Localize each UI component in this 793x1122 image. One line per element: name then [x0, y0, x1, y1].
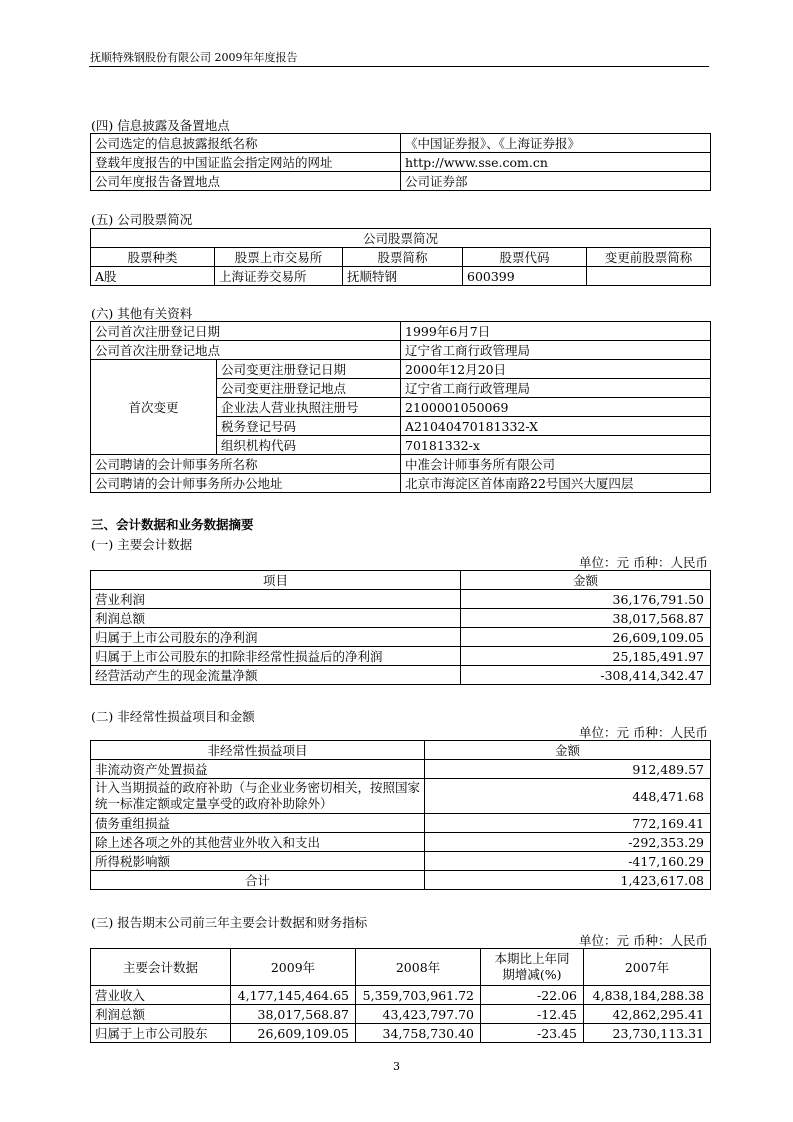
column-header: 项目: [91, 571, 461, 590]
row-label: 企业法人营业执照注册号: [217, 398, 401, 417]
table-row: [91, 134, 711, 153]
row-label: 公司聘请的会计师事务所名称: [91, 455, 401, 474]
row-label: 组织机构代码: [217, 436, 401, 455]
three-year-table: [90, 948, 711, 1043]
row-value: 2000年12月20日: [401, 360, 711, 379]
table-row: [91, 267, 711, 286]
amount: 772,169.41: [425, 814, 711, 833]
column-header: 2009年: [231, 949, 356, 986]
table-row: [91, 852, 711, 871]
other-info-table: [90, 321, 711, 493]
row-label: 公司选定的信息披露报纸名称: [91, 134, 401, 153]
table-cell: 抚顺特钢: [343, 267, 463, 286]
table-header-row: [91, 741, 711, 760]
row-label: 公司聘请的会计师事务所办公地址: [91, 474, 401, 493]
table-row: [91, 609, 711, 628]
amount: 36,176,791.50: [461, 590, 711, 609]
table-cell: [587, 267, 711, 286]
amount: -417,160.29: [425, 852, 711, 871]
column-header: 金额: [461, 571, 711, 590]
row-label: 登载年度报告的中国证监会指定网站的网址: [91, 153, 401, 172]
table-row: [91, 322, 711, 341]
value-2009: 38,017,568.87: [231, 1005, 356, 1024]
column-header: 主要会计数据: [91, 949, 231, 986]
row-label: 公司年度报告备置地点: [91, 172, 401, 191]
table-row: [91, 986, 711, 1005]
table-row: [91, 590, 711, 609]
table-caption: 公司股票简况: [91, 229, 711, 248]
table-header-row: [91, 248, 711, 267]
item-label: 除上述各项之外的其他营业外收入和支出: [91, 833, 425, 852]
column-header: 本期比上年同期增减(%): [481, 949, 584, 986]
row-value: 北京市海淀区首体南路22号国兴大厦四层: [401, 474, 711, 493]
table-row: [91, 474, 711, 493]
row-value: 辽宁省工商行政管理局: [401, 379, 711, 398]
stock-table: [90, 228, 711, 286]
row-value: 1999年6月7日: [401, 322, 711, 341]
table-row: [91, 341, 711, 360]
item-label: 归属于上市公司股东的净利润: [91, 628, 461, 647]
amount: 448,471.68: [425, 779, 711, 814]
value-2009: 4,177,145,464.65: [231, 986, 356, 1005]
table-row: [91, 153, 711, 172]
table-header-row: [91, 571, 711, 590]
page-number: 3: [393, 1060, 400, 1073]
unit-note: 单位：元 币种：人民币: [579, 933, 708, 948]
table-row: [91, 814, 711, 833]
row-label: 公司首次注册登记地点: [91, 341, 401, 360]
column-header: 2007年: [584, 949, 711, 986]
section-5-title: (五) 公司股票简况: [91, 212, 193, 227]
main-accounting-table: [90, 570, 711, 685]
subsection-3-title: (三) 报告期末公司前三年主要会计数据和财务指标: [91, 915, 368, 930]
table-row: [91, 833, 711, 852]
table-cell: 上海证券交易所: [215, 267, 343, 286]
item-label: 所得税影响额: [91, 852, 425, 871]
item-label: 营业利润: [91, 590, 461, 609]
row-value: 70181332-x: [401, 436, 711, 455]
change-pct: -23.45: [481, 1024, 584, 1043]
change-pct: -12.45: [481, 1005, 584, 1024]
disclosure-table: [90, 133, 711, 191]
item-label: 债务重组损益: [91, 814, 425, 833]
table-row: [91, 760, 711, 779]
item-label: 营业收入: [91, 986, 231, 1005]
row-value: 2100001050069: [401, 398, 711, 417]
table-row: [91, 1005, 711, 1024]
item-label: 归属于上市公司股东的扣除非经常性损益后的净利润: [91, 647, 461, 666]
value-2008: 34,758,730.40: [356, 1024, 481, 1043]
table-cell: A股: [91, 267, 215, 286]
change-pct: -22.06: [481, 986, 584, 1005]
header-rule: [89, 66, 709, 67]
amount: 25,185,491.97: [461, 647, 711, 666]
amount: 912,489.57: [425, 760, 711, 779]
value-2007: 42,862,295.41: [584, 1005, 711, 1024]
section-3-heading: 三、会计数据和业务数据摘要: [91, 517, 254, 532]
total-amount: 1,423,617.08: [425, 871, 711, 890]
row-value: 《中国证券报》、《上海证券报》: [401, 134, 711, 153]
value-2009: 26,609,109.05: [231, 1024, 356, 1043]
value-2007: 4,838,184,288.38: [584, 986, 711, 1005]
table-row: [91, 1024, 711, 1043]
column-header: 股票简称: [343, 248, 463, 267]
item-label: 非流动资产处置损益: [91, 760, 425, 779]
table-row: [91, 779, 711, 814]
row-value: A21040470181332-X: [401, 417, 711, 436]
row-value: 辽宁省工商行政管理局: [401, 341, 711, 360]
change-label: 首次变更: [91, 360, 217, 455]
table-header-row: [91, 949, 711, 986]
column-header: 股票上市交易所: [215, 248, 343, 267]
table-row: [91, 628, 711, 647]
row-label: 公司首次注册登记日期: [91, 322, 401, 341]
total-label: 合计: [91, 871, 425, 890]
column-header: 2008年: [356, 949, 481, 986]
value-2008: 5,359,703,961.72: [356, 986, 481, 1005]
column-header: 非经常性损益项目: [91, 741, 425, 760]
non-recurring-table: [90, 740, 711, 890]
total-row: [91, 871, 711, 890]
table-cell: 600399: [463, 267, 587, 286]
value-2007: 23,730,113.31: [584, 1024, 711, 1043]
row-label: 公司变更注册登记日期: [217, 360, 401, 379]
subsection-1-title: (一) 主要会计数据: [91, 537, 193, 552]
table-row: [91, 172, 711, 191]
table-row: [91, 455, 711, 474]
table-row: [91, 647, 711, 666]
column-header: 股票代码: [463, 248, 587, 267]
item-label: 利润总额: [91, 1005, 231, 1024]
item-label: 计入当期损益的政府补助（与企业业务密切相关，按照国家统一标准定额或定量享受的政府补助除外）: [91, 779, 425, 814]
unit-note: 单位：元 币种：人民币: [579, 725, 708, 740]
value-2008: 43,423,797.70: [356, 1005, 481, 1024]
row-value: 公司证券部: [401, 172, 711, 191]
column-header: 股票种类: [91, 248, 215, 267]
section-4-title: (四) 信息披露及备置地点: [91, 118, 230, 133]
item-label: 归属于上市公司股东: [91, 1024, 231, 1043]
amount: 38,017,568.87: [461, 609, 711, 628]
amount: -292,353.29: [425, 833, 711, 852]
row-value: http://www.sse.com.cn: [401, 153, 711, 172]
table-row: [91, 666, 711, 685]
row-value: 中准会计师事务所有限公司: [401, 455, 711, 474]
table-row: [91, 360, 711, 379]
table-row: [91, 229, 711, 248]
section-6-title: (六) 其他有关资料: [91, 306, 193, 321]
subsection-2-title: (二) 非经常性损益项目和金额: [91, 709, 255, 724]
amount: 26,609,109.05: [461, 628, 711, 647]
row-label: 税务登记号码: [217, 417, 401, 436]
row-label: 公司变更注册登记地点: [217, 379, 401, 398]
item-label: 经营活动产生的现金流量净额: [91, 666, 461, 685]
report-header: 抚顺特殊钢股份有限公司 2009年年度报告: [90, 51, 298, 64]
amount: -308,414,342.47: [461, 666, 711, 685]
column-header: 变更前股票简称: [587, 248, 711, 267]
unit-note: 单位：元 币种：人民币: [579, 555, 708, 570]
item-label: 利润总额: [91, 609, 461, 628]
column-header: 金额: [425, 741, 711, 760]
